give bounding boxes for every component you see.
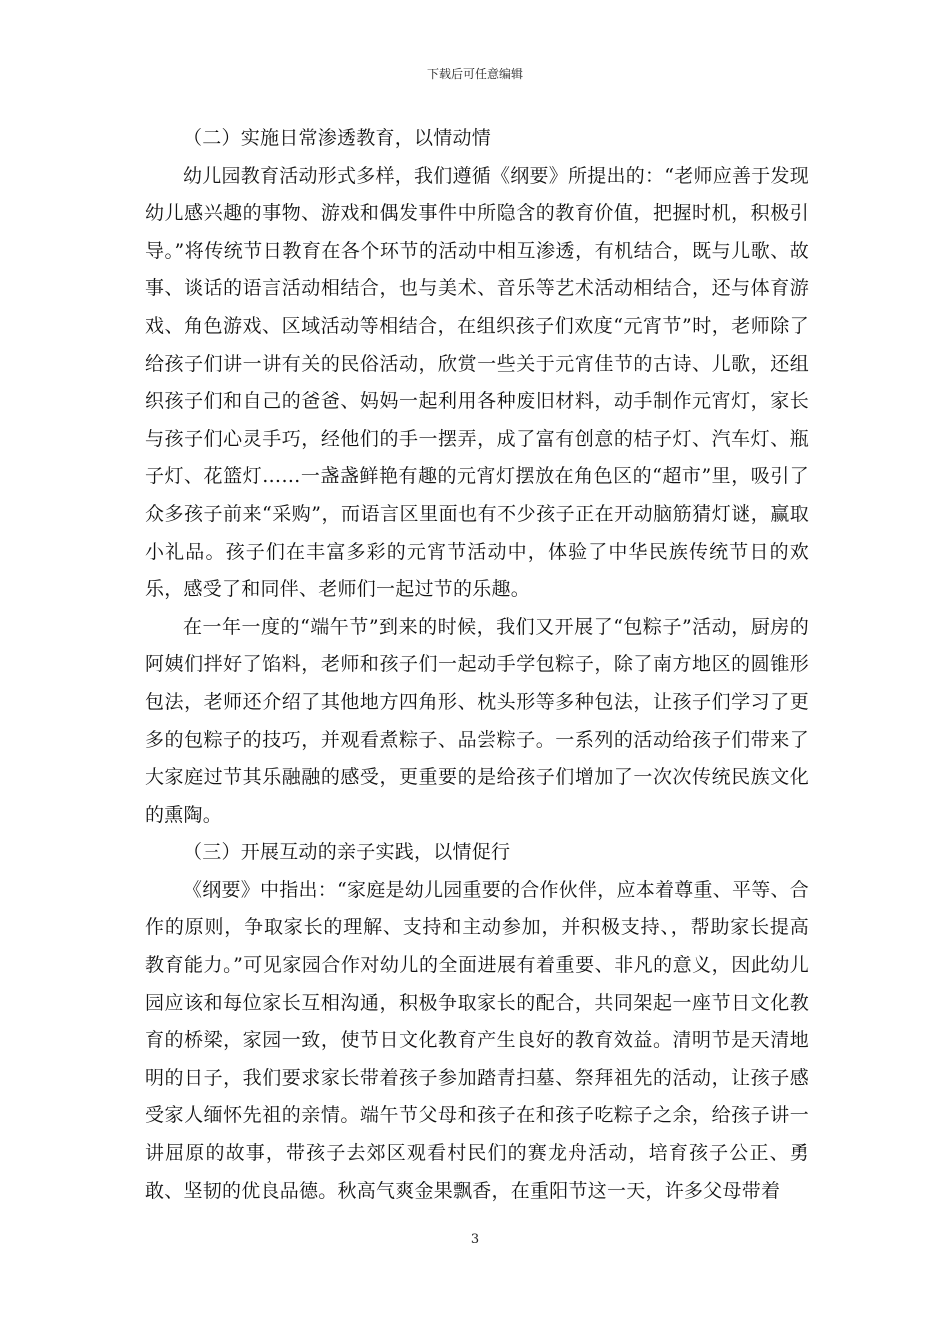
body-paragraph: 在一年一度的“端午节”到来的时候，我们又开展了“包粽子”活动，厨房的阿姨们拌好了馅料，老师和孩子们一起动手学包粽子，除了南方地区的圆锥形包法，老师还介绍了其他地方四角形、枕头形等多种包法，让孩子们学习了更多的包粽子的技巧，并观看煮粽子、品尝粽子。一系列的活动给孩子们带来了大家庭过节其乐融融的感受，更重要的是给孩子们增加了一次次传统民族文化的熏陶。 [145, 615, 809, 826]
body-paragraph: 《纲要》中指出：“家庭是幼儿园重要的合作伙伴，应本着尊重、平等、合作的原则，争取家长的理解、支持和主动参加，并积极支持、，帮助家长提高教育能力。”可见家园合作对幼儿的全面进展有着重要、非凡的意义，因此幼儿园应该和每位家长互相沟通，积极争取家长的配合，共同架起一座节日文化教育的桥梁，家园一致，使节日文化教育产生良好的教育效益。清明节是天清地明的日子，我们要求家长带着孩子参加踏青扫墓、祭拜祖先的活动，让孩子感受家人缅怀先祖的亲情。端午节父母和孩子在和孩子吃粽子之余，给孩子讲一讲屈原的故事，带孩子去郊区观看村民们的赛龙舟活动，培育孩子公正、勇敢、坚韧的优良品德。秋高气爽金果飘香，在重阳节这一天，许多父母带着 [145, 878, 809, 1202]
page-header: 下载后可任意编辑 [426, 67, 523, 81]
body-paragraph: 幼儿园教育活动形式多样，我们遵循《纲要》所提出的：“老师应善于发现幼儿感兴趣的事物、游戏和偶发事件中所隐含的教育价值，把握时机，积极引导。”将传统节日教育在各个环节的活动中相互渗透，有机结合，既与儿歌、故事、谈话的语言活动相结合，也与美术、音乐等艺术活动相结合，还与体育游戏、角色游戏、区域活动等相结合，在组织孩子们欢度“元宵节”时，老师除了给孩子们讲一讲有关的民俗活动，欣赏一些关于元宵佳节的古诗、儿歌，还组织孩子们和自己的爸爸、妈妈一起利用各种废旧材料，动手制作元宵灯，家长与孩子们心灵手巧，经他们的手一摆弄，成了富有创意的桔子灯、汽车灯、瓶子灯、花篮灯……一盏盏鲜艳有趣的元宵灯摆放在角色区的“超市”里，吸引了众多孩子前来“采购”，而语言区里面也有不少孩子正在开动脑筋猜灯谜，赢取小礼品。孩子们在丰富多彩的元宵节活动中，体验了中华民族传统节日的欢乐，感受了和同伴、老师们一起过节的乐趣。 [145, 164, 809, 601]
section-heading-2: （二）实施日常渗透教育，以情动情 [183, 127, 492, 149]
document-body [145, 120, 809, 1210]
page-number: 3 [470, 1232, 480, 1247]
section-heading-3: （三）开展互动的亲子实践，以情促行 [183, 841, 511, 864]
